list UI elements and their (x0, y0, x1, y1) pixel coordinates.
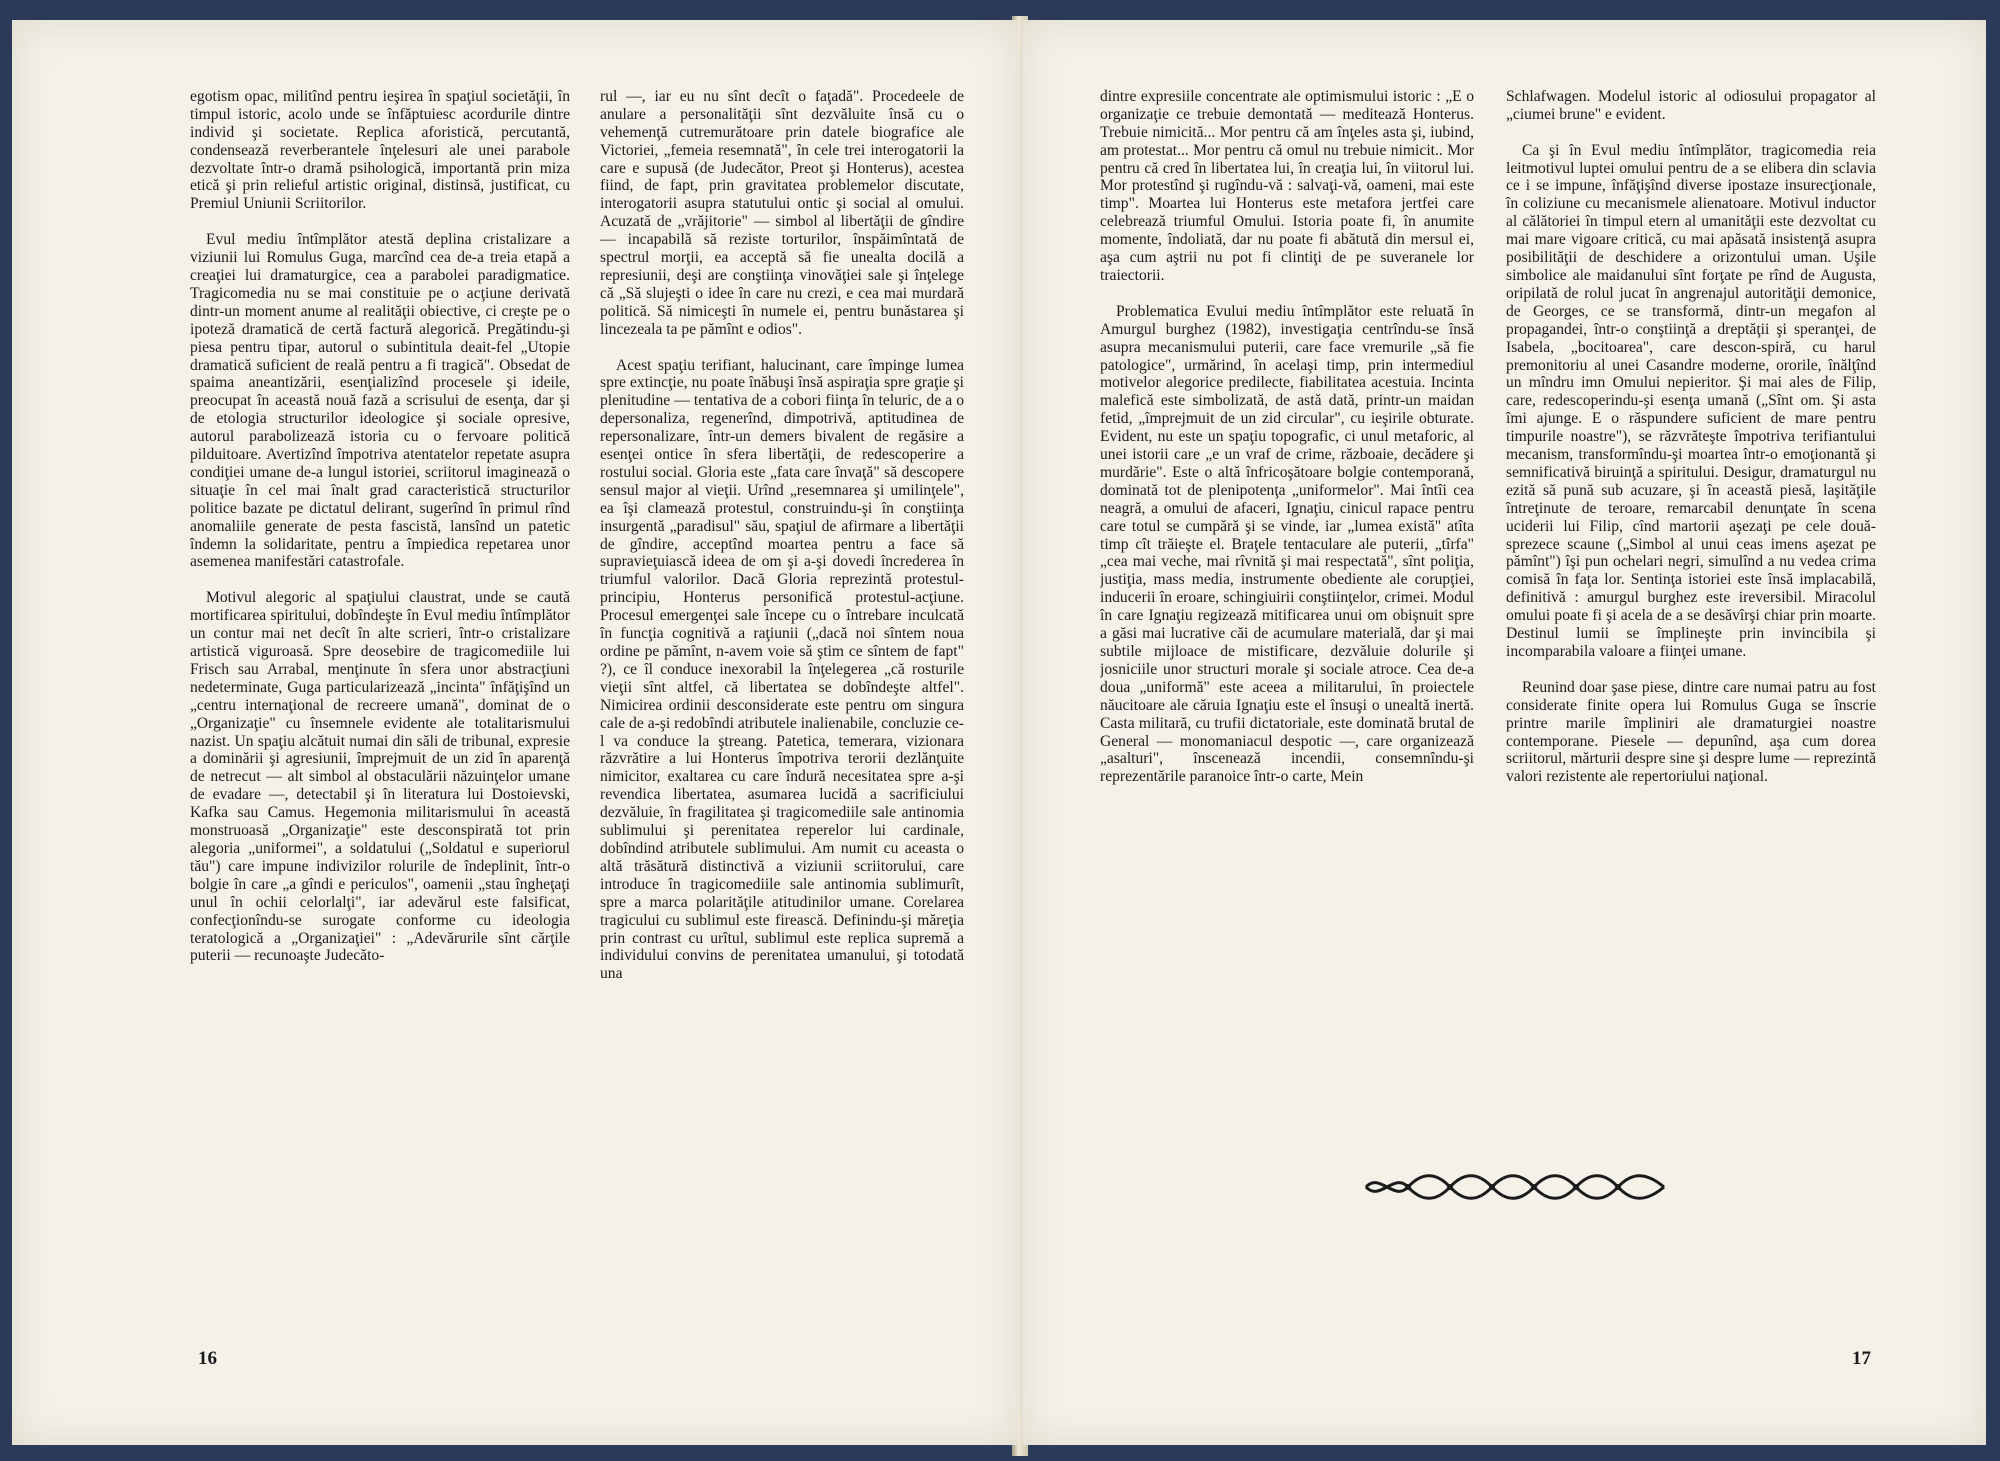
paragraph: dintre expresiile concentrate ale optimismului istoric : „E o organizaţie ce trebuie demontată — meditează Honterus. Trebuie nimicită... Mor pentru că am înţeles asta şi, iubind, am protestat... Mor pentru că omul nu trebuie nimicit.. Mor pentru că cred în libertatea lui, în creaţia lui, în viitorul lui. Mor protestînd şi rugîndu-vă : salvaţi-vă, oameni, mai este timp". Moartea lui Honterus este metafora jertfei care celebrează triumful Omului. Istoria poate fi, în anumite momente, îndoliată, dar nu poate fi abătută din mersul ei, aşa cum aştrii nu pot fi clintiţi de pe suveranele lor traiectorii. (1100, 87, 1474, 284)
paragraph: egotism opac, militînd pentru ieşirea în spaţiul societăţii, în timpul istoric, acolo unde se înfăptuiesc acordurile dintre individ şi societate. Replica aforistică, percutantă, condensează reverberantele înţelesuri ale unei parabole dezvoltate într-o dramă psihologică, importantă prin miza etică şi prin relieful artistic original, distinsă, justificat, cu Premiul Uniunii Scriitorilor. (190, 87, 570, 213)
page-number-left: 16 (198, 1348, 217, 1369)
paragraph: Motivul alegoric al spaţiului claustrat, unde se caută mortificarea spiritului, dobîndeşte în Evul mediu întîmplător un contur mai net decît în alte scrieri, într-o cristalizare artistică viguroasă. Spre deosebire de tragicomediile lui Frisch sau Arrabal, menţinute în sfera unor abstracţiuni nedeterminate, Guga particularizează „incinta" înfăţişînd un „centru internaţional de recreere umană", dominat de o „Organizaţie" cu însemnele evidente ale totalitarismului nazist. Un spaţiu alcătuit numai din săli de tribunal, expresie a dominării şi agresiunii, împrejmuit de un zid în aparenţă de netrecut — alt simbol al obstaculării năzuinţelor umane de evadare —, detectabil şi în literatura lui Dostoievski, Kafka sau Camus. Hegemonia militarismului în această monstruoasă „Organizaţie" este desconspirată tot prin alegoria „uniformei", a soldatului („Soldatul e superiorul tău") care impune indivizilor rolurile de îndeplinit, într-o bolgie în care „a gîndi e periculos", oamenii „stau îngheţaţi unul în ochii celorlalţi", iar adevărul este falsificat, confecţionîndu-se surogate conforme cu ideologia teratologică a „Organizaţiei" : „Adevărurile sînt cărţile puterii — recunoaşte Judecăto- (190, 589, 570, 965)
left-page-column-2 (600, 70, 964, 1360)
paragraph: Reunind doar şase piese, dintre care numai patru au fost considerate finite opera lui Romulus Guga se înscrie printre marile împliniri ale dramaturgiei noastre contemporane. Piesele — depunînd, aşa cum dorea scriitorul, mărturii despre sine şi despre lume — reprezintă valori rezistente ale repertoriului naţional. (1506, 678, 1876, 786)
paragraph: Acest spaţiu terifiant, halucinant, care împinge lumea spre extincţie, nu poate înăbuşi însă aspiraţia spre graţie şi plenitudine — tentativa de a cobori fiinţa în teluric, de a o depersonaliza, regenerînd, dimpotrivă, aptitudinea de repersonalizare, într-un demers bivalent de regăsire a esenţei ontice în sfera libertăţii, de redescoperire a rostului social. Gloria este „fata care învaţă" să descopere sensul major al vieţii. Urînd „resemnarea şi umilinţele", ea îşi clamează protestul, construindu-şi în conştiinţa insurgentă „paradisul" său, spaţiul de afirmare a libertăţii de gîndire, acceptînd moartea pentru a face să supravieţuiască ideea de om şi a-şi dovedi încrederea în triumful valorilor. Dacă Gloria reprezintă protestul-principiu, Honterus personifică protestul-acţiune. Procesul emergenţei sale începe cu o întrebare inculcată în funcţia cognitivă a raţiunii („dacă noi sîntem noua ordine pe pămînt, n-avem voie să ştim ce sîntem de fapt" ?), ce îl conduce inexorabil la înţelegerea „că rosturile vieţii sînt altfel, că libertatea se dobîndeşte altfel". Nimicirea ordinii desconsiderate este pentru om singura cale de a-şi redobîndi atributele inalienabile, concluzie ce-l va conduce la ştreang. Patetica, temerara, vizionara răzvrătire a lui Honterus împotriva terorii dezlănţuite nimicitor, exaltarea cu care îndură necesitatea spre a-şi revendica libertatea, asumarea lucidă a sacrificiului dezvăluie, în fragilitatea şi tragicomediile sale antinomia sublimului şi perenitatea reperelor lui cardinale, dobîndind atributele sublimului. Am numit cu aceasta o altă trăsătură distinctivă a viziunii scriitorului, care introduce în tragicomediile sale antinomia sublimurît, spre a marca polarităţile atitudinilor umane. Corelarea tragicului cu sublimul este firească. Definindu-şi măreţia prin contrast cu urîtul, sublimul este replica supremă a individului convins de perenitatea umanului, şi totodată una (600, 356, 964, 983)
right-page-column-1 (1100, 70, 1474, 1100)
paragraph: Schlafwagen. Modelul istoric al odiosului propagator al „ciumei brune" e evident. (1506, 87, 1876, 123)
paragraph: Problematica Evului mediu întîmplător este reluată în Amurgul burghez (1982), investigaţia centrîndu-se însă asupra mecanismului puterii, care face vremurile „să fie patologice", urmărind, în acelaşi timp, prin intermediul motivelor alegorice predilecte, fiabilitatea acestuia. Incinta malefică este simbolizată, de astă dată, printr-un maidan fetid, „împrejmuit de un zid circular", cu ieşirile obturate. Evident, nu este un spaţiu topografic, ci unul metaforic, al unei istorii care „e un vraf de crime, războaie, decădere şi murdărie". Este o altă înfricoşătoare bolgie contemporană, dominată tot de plenipotenţa „uniformelor". Mai întîi cea neagră, a omului de afaceri, Ignaţiu, cinicul rapace pentru care totul se cumpără şi se vinde, iar „lumea există" atîta timp cît trăieşte el. Braţele tentaculare ale puterii, „tîrfa" „cea mai veche, mai rîvnită şi mai respectată", sînt poliţia, justiţia, mass media, instrumente obediente ale corupţiei, inducerii în eroare, schingiuirii conştiinţelor, crimei. Modul în care Ignaţiu regizează mitificarea unui om obişnuit spre a găsi mai lucrative căi de acumulare materială, dar şi mai subtile mijloace de mistificare, dezvăluie dolurile şi josniciile unor structuri morale şi sociale atroce. Cea de-a doua „uniformă" este aceea a militarului, în proiectele năucitoare ale căruia Ignaţiu este el însuşi o unealtă inertă. Casta militară, cu trufii dictatoriale, este dominată brutal de General — monomaniacul despotic —, care organizează „asalturi", înscenează incendii, consemnîndu-şi reprezentările paranoice într-o carte, Mein (1100, 302, 1474, 786)
decorative-scroll-ornament-icon (1360, 1168, 1670, 1206)
page-number-right: 17 (1852, 1348, 1871, 1369)
paragraph: rul —, iar eu nu sînt decît o faţadă". Procedeele de anulare a personalităţii sînt dezvăluite însă cu o vehemenţă cutremurătoare prin datele biografice ale Victoriei, „femeia resemnată", în cele trei interogatorii la care e supusă (de Judecător, Preot şi Honterus), acestea fiind, de fapt, prin gravitatea problemelor discutate, interogatorii asupra statutului ontic şi social al omului. Acuzată de „vrăjitorie" — simbol al libertăţii de gîndire — incapabilă să reziste torturilor, înspăimîntată de spectrul morţii, ea acceptă să fie unealta docilă a represiunii, deşi are conştiinţa vinovăţiei sale şi înţelege că „Să slujeşti o idee în care nu crezi, e cea mai murdară politică. Să nimiceşti în numele ei, pentru bunăstarea şi lincezeala ta pe pămînt e odios". (600, 87, 964, 338)
paragraph: Ca şi în Evul mediu întîmplător, tragicomedia reia leitmotivul luptei omului pentru de a se elibera din sclavia ce i se impune, înfăţişînd diverse ipostaze insurecţionale, în coliziune cu mecanismele alienatoare. Motivul inductor al călătoriei în timpul etern al umanităţii este dezvoltat cu mai mare vigoare critică, cu mai apăsată insistenţă asupra posibilităţii de deschidere a orizontului uman. Uşile simbolice ale maidanului sînt forţate pe rînd de Augusta, oripilată de rolul jucat în angrenajul autorităţii demonice, de Georges, ce se transformă, dintr-un megafon al propagandei, într-o conştiinţă a dreptăţii şi speranţei, de Isabela, „bocitoarea", care descon-spiră, cu harul premonitoriu al unei Casandre moderne, ororile, înălţînd un mîndru imn Omului nepieritor. Şi mai ales de Filip, care, redescoperindu-şi esenţa umană („Sînt om. Şi asta îmi ajunge. E o răspundere suficient de mare pentru timpurile noastre"), se răzvrăteşte împotriva terifiantului mecanism, transformîndu-şi moartea într-o emoţionantă şi semnificativă biruinţă a spiritului. Desigur, dramaturgul nu ezită să pună sub acuzare, şi în această piesă, laşităţile întreţinute de teroare, remarcabil denunţate în scena uciderii lui Filip, cînd martorii aşezaţi pe cele două-sprezece scaune („Simbol al unui ceas imens aşezat pe pămînt") îşi pun ochelari negri, simulînd a nu vedea crima comisă în faţa lor. Sentinţa istoriei este însă implacabilă, definitivă : amurgul burghez este ireversibil. Miracolul omului poate fi şi acela de a se desăvîrşi chiar prin moarte. Destinul lumii se împlineşte prin invincibila şi incomparabila valoare a fiinţei umane. (1506, 141, 1876, 660)
right-page-column-2 (1506, 70, 1876, 1100)
paragraph: Evul mediu întîmplător atestă deplina cristalizare a viziunii lui Romulus Guga, marcînd cea de-a treia etapă a creaţiei lui dramaturgice, cea a parabolei paradigmatice. Tragicomedia nu se mai constituie pe o acţiune derivată dintr-un moment anume al realităţii obiective, ci creşte pe o ipoteză dramatică de certă factură alegorică. Pregătindu-şi piesa pentru tipar, autorul o subintitula deait-fel „Utopie dramatică suficient de reală pentru a fi tragică". Obsedat de spaima aneantizării, esenţializînd procesele şi ideile, preocupat în această nouă fază a scrisului de esenţa, dar şi de etologia structurilor ideologice şi sociale opresive, autorul parabolizează istoria cu o fervoare politică pilduitoare. Avertizînd împotriva atentatelor repetate asupra condiţiei umane de-a lungul istoriei, scriitorul imaginează o situaţie în cel mai înalt grad caracteristică structurilor politice bazate pe dictatul delirant, sugerînd în primul rînd anomaliile generate de pesta fascistă, lansînd un patetic îndemn la solidaritate, pentru a împiedica repetarea unor asemenea manifestări catastrofale. (190, 231, 570, 571)
left-page-column-1 (190, 70, 570, 1360)
